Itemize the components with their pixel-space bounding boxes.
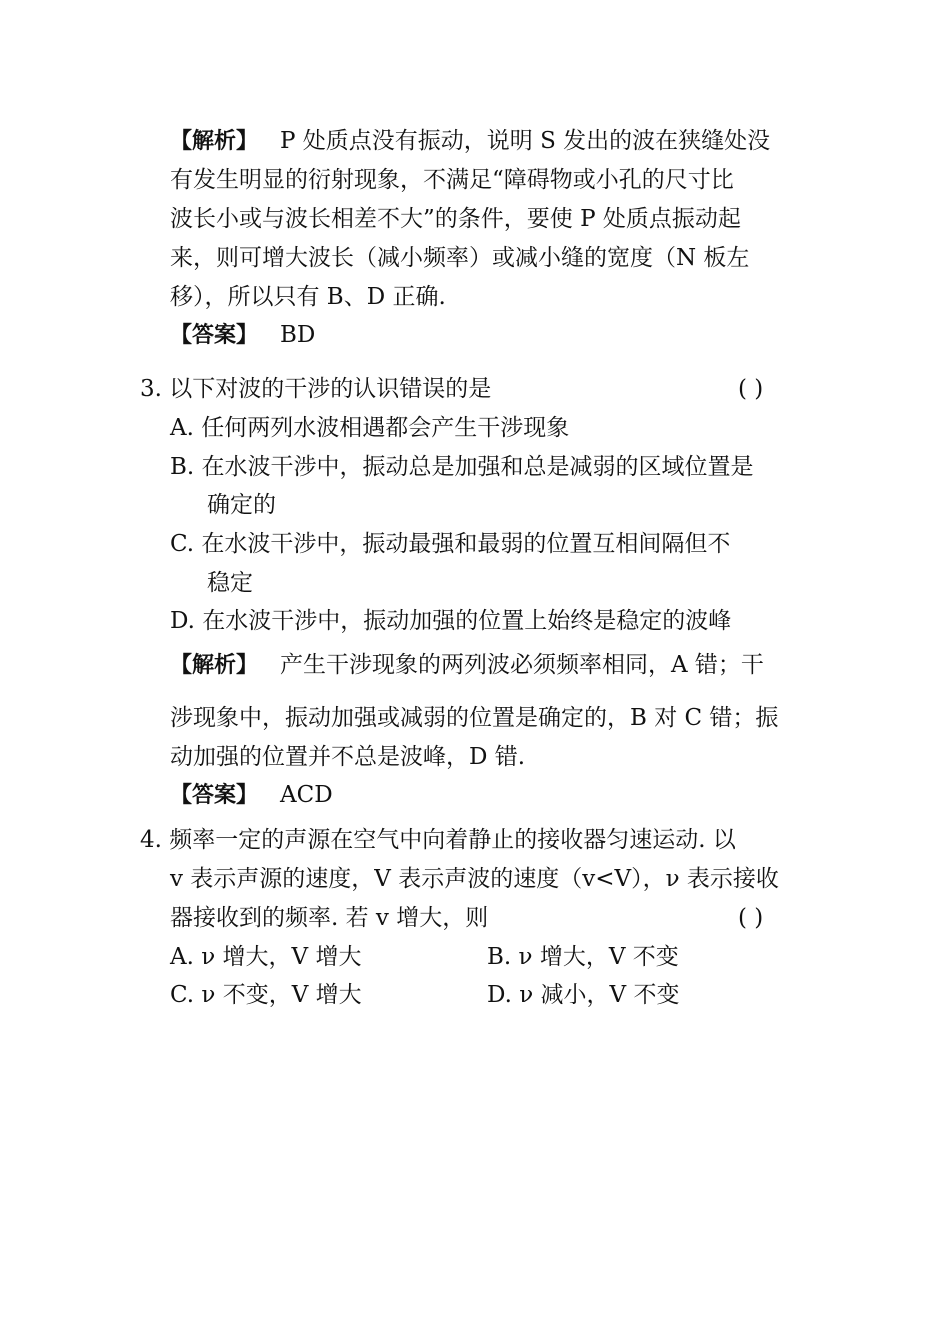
q3-analysis-line-1 — [170, 650, 764, 681]
analysis-line-5: 移），所以只有 B、D 正确. — [170, 284, 446, 310]
analysis-line-1 — [170, 126, 770, 157]
analysis-text: P 处质点没有振动，说明 S 发出的波在狭缝处没 — [280, 128, 771, 154]
analysis-line-4: 来，则可增大波长（减小频率）或减小缝的宽度（N 板左 — [170, 245, 750, 271]
q4-option-d: D. ν 减小，V 不变 — [487, 982, 680, 1008]
analysis-line-3: 波长小或与波长相差不大”的条件，要使 P 处质点振动起 — [170, 206, 741, 232]
q3-analysis-line-2: 涉现象中，振动加强或减弱的位置是确定的，B 对 C 错；振 — [170, 705, 779, 731]
q3-answer-line — [170, 780, 333, 811]
q4-answer-bracket: ( ) — [738, 905, 764, 931]
q3-analysis-label: 【解析】 — [170, 653, 259, 678]
q3-option-c-cont: 稳定 — [207, 570, 253, 596]
q3-analysis-text: 产生干涉现象的两列波必须频率相同，A 错；干 — [280, 652, 764, 678]
q4-option-a: A. ν 增大，V 增大 — [170, 944, 362, 970]
analysis-label: 【解析】 — [170, 129, 259, 154]
answer-value: BD — [280, 322, 316, 348]
q4-stem-line-1: 4. 频率一定的声源在空气中向着静止的接收器匀速运动. 以 — [140, 827, 736, 853]
q3-option-a: A. 任何两列水波相遇都会产生干涉现象 — [170, 415, 570, 441]
answer-line — [170, 320, 315, 351]
q3-option-d: D. 在水波干涉中，振动加强的位置上始终是稳定的波峰 — [170, 608, 732, 634]
answer-label: 【答案】 — [170, 323, 259, 348]
q4-stem-line-3: 器接收到的频率. 若 v 增大，则 — [170, 905, 489, 931]
q4-option-c: C. ν 不变，V 增大 — [170, 982, 362, 1008]
q3-answer-label: 【答案】 — [170, 783, 259, 808]
q4-stem-line-2: v 表示声源的速度，V 表示声波的速度（v<V），ν 表示接收 — [170, 866, 779, 892]
q3-option-b: B. 在水波干涉中，振动总是加强和总是减弱的区域位置是 — [170, 454, 754, 480]
analysis-line-2: 有发生明显的衍射现象，不满足“障碍物或小孔的尺寸比 — [170, 167, 734, 193]
q3-option-b-cont: 确定的 — [207, 492, 276, 518]
q3-stem: 3. 以下对波的干涉的认识错误的是 — [140, 376, 492, 402]
q4-option-b: B. ν 增大，V 不变 — [487, 944, 679, 970]
q3-answer-bracket: ( ) — [738, 376, 764, 402]
q3-option-c: C. 在水波干涉中，振动最强和最弱的位置互相间隔但不 — [170, 531, 731, 557]
q3-analysis-line-3: 动加强的位置并不总是波峰，D 错. — [170, 744, 526, 770]
q3-answer-value: ACD — [280, 782, 333, 808]
